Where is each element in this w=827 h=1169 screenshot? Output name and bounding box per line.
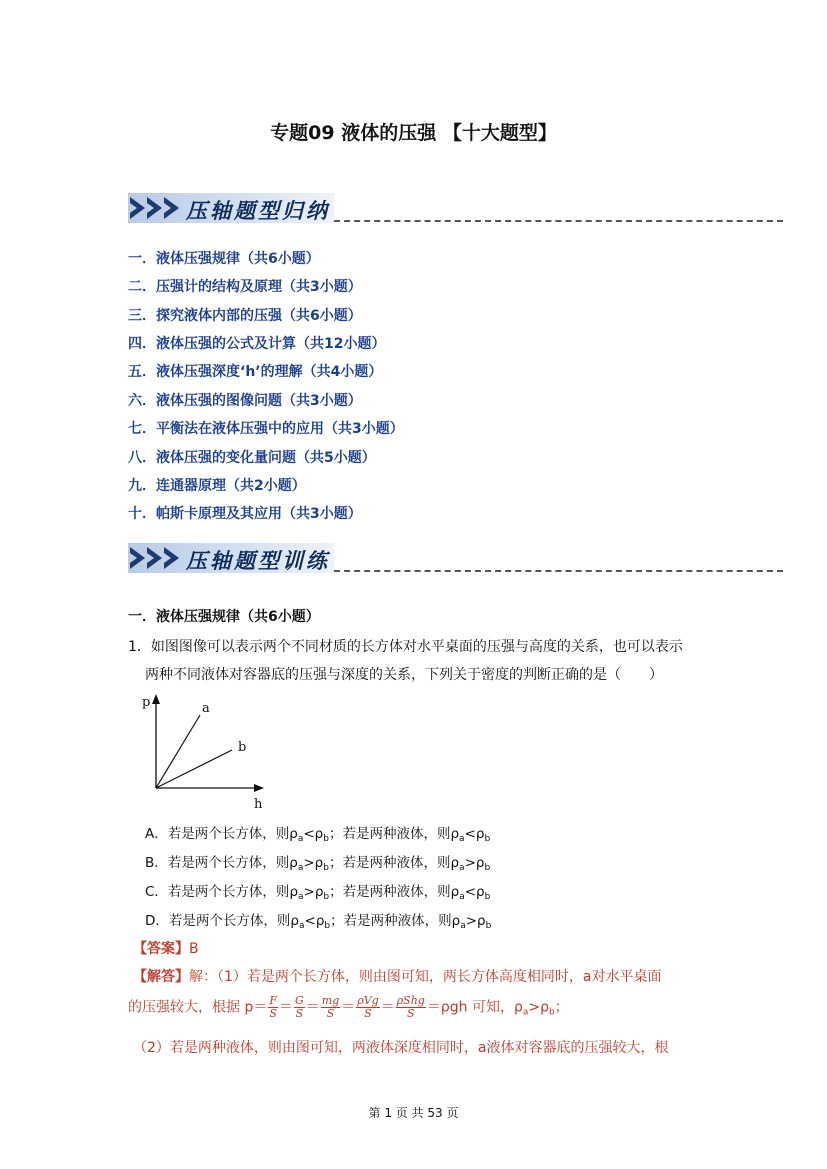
triple-arrow-icon [128,193,186,223]
option-b[interactable]: B．若是两个长方体，则$\rho_a>\rho_b$；若是两种液体，则$\rho_a>\rho_b$ [145,855,491,873]
toc-item[interactable]: 六．液体压强的图像问题（共3小题） [128,393,362,409]
toc-item[interactable]: 十．帕斯卡原理及其应用（共3小题） [128,506,362,522]
toc-item[interactable]: 四．液体压强的公式及计算（共12小题） [128,336,386,352]
divider [334,220,783,222]
line-b-label: b [238,740,247,755]
toc-item[interactable]: 七．平衡法在液体压强中的应用（共3小题） [128,421,404,437]
divider [334,570,783,572]
toc-item[interactable]: 八．液体压强的变化量问题（共5小题） [128,450,376,466]
question-text: 1．如图图像可以表示两个不同材质的长方体对水平桌面的压强与高度的关系，也可以表示 [128,639,683,655]
toc-item[interactable]: 一．液体压强规律（共6小题） [128,251,320,267]
banner-summary-text: 压轴题型归纳 [186,199,330,223]
answer-line: 【答案】B [133,941,199,957]
x-axis-label: h [254,797,263,812]
triple-arrow-icon [128,543,186,573]
pressure-graph [140,690,280,815]
page-title: 专题09 液体的压强 【十大题型】 [270,122,557,144]
option-a[interactable]: A．若是两个长方体，则$\rho_a<\rho_b$；若是两种液体，则$\rho_a<\rho_b$ [145,826,491,844]
page-footer: 第 1 页 共 53 页 [368,1106,459,1120]
option-d[interactable]: D．若是两个长方体，则$\rho_a<\rho_b$；若是两种液体，则$\rho_a>\rho_b$ [145,913,492,931]
analysis-formula-line: 的压强较大，根据 p＝ $\frac{F}{S}$ ＝ $\frac{G}{S}$ ＝ $\frac{mg}{S}$ ＝ $\frac{\text{ρVg}}{S}$ ＝ $\frac{\text{ρShg}}{S}$ ＝ρgh 可知，$\rho_a>\rho_b$； [128,994,569,1020]
toc-item[interactable]: 三．探究液体内部的压强（共6小题） [128,308,362,324]
analysis-line: 【解答】解：（1）若是两个长方体，则由图可知，两长方体高度相同时，a对水平桌面 [133,969,662,985]
y-axis-label: p [142,695,151,710]
toc-item[interactable]: 九．连通器原理（共2小题） [128,478,306,494]
banner-training-text: 压轴题型训练 [186,549,330,573]
option-c[interactable]: C．若是两个长方体，则$\rho_a>\rho_b$；若是两种液体，则$\rho_a<\rho_b$ [145,884,491,902]
section-heading: 一．液体压强规律（共6小题） [128,609,320,625]
toc-item[interactable]: 二．压强计的结构及原理（共3小题） [128,279,362,295]
line-a-label: a [202,701,210,716]
toc-item[interactable]: 五．液体压强深度‘h’的理解（共4小题） [128,364,383,380]
analysis-line: （2）若是两种液体，则由图可知，两液体深度相同时，a液体对容器底的压强较大，根 [133,1040,669,1056]
question-text: 两种不同液体对容器底的压强与深度的关系，下列关于密度的判断正确的是（ ） [145,667,663,683]
